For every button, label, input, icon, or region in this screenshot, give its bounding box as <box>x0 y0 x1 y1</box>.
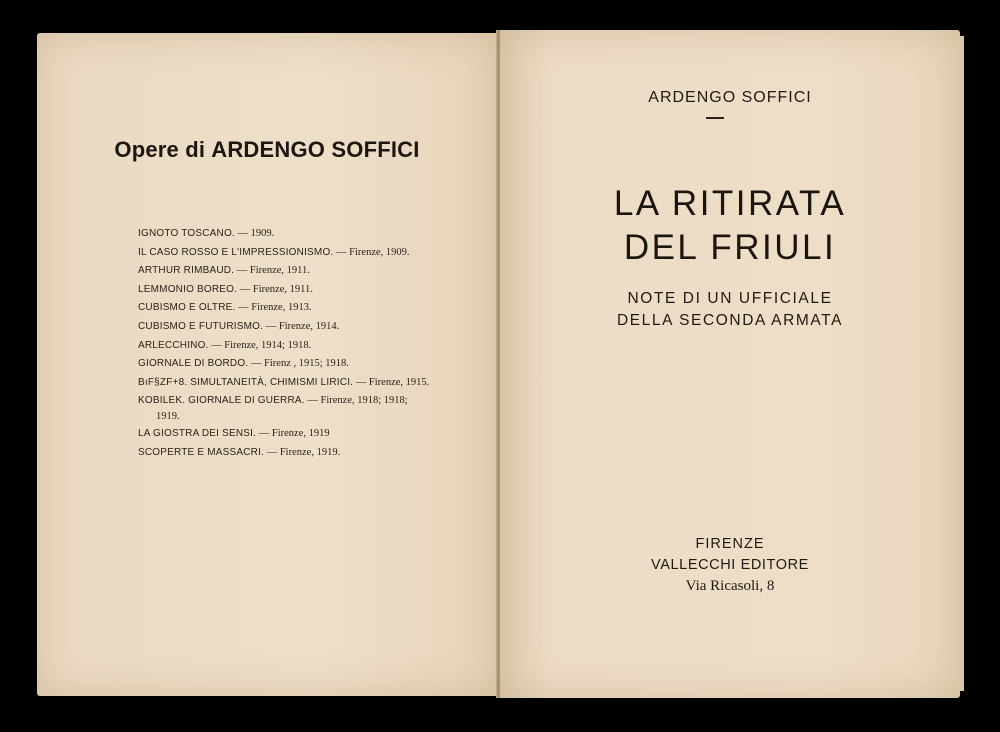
work-dates: — Firenze, 1911. <box>236 265 310 277</box>
list-item <box>138 281 478 300</box>
work-dates: — Firenze, 1909. <box>336 246 410 258</box>
work-title: GIORNALE DI BORDO. <box>138 358 249 370</box>
publisher-address: Via Ricasoli, 8 <box>685 578 775 594</box>
works-heading-prefix: Opere di <box>114 137 206 162</box>
list-item <box>138 225 478 244</box>
work-dates: — Firenze, 1915. <box>355 376 430 388</box>
work-title: LEMMONIO BOREO. <box>138 283 238 295</box>
work-dates: — 1909. <box>237 228 275 239</box>
work-title: IL CASO ROSSO E L'IMPRESSIONISMO. <box>138 246 334 258</box>
work-title: SCOPERTE E MASSACRI. <box>138 446 265 458</box>
list-item <box>138 374 478 393</box>
list-item <box>138 244 478 263</box>
work-dates: — Firenze, 1919. <box>266 446 341 458</box>
works-list <box>138 225 478 462</box>
author-name: ARDENGO SOFFICI <box>648 89 812 106</box>
left-page <box>37 33 497 696</box>
list-item <box>138 425 478 444</box>
work-dates: — Firenze, 1913. <box>238 302 312 314</box>
work-title: ARTHUR RIMBAUD. <box>138 265 235 277</box>
work-title: IGNOTO TOSCANO. <box>138 228 235 239</box>
list-item <box>138 444 478 463</box>
work-title: BıF§ZF+8. SIMULTANEITÀ, CHIMISMI LIRICI. <box>138 376 354 388</box>
work-title: LA GIOSTRA DEI SENSI. <box>138 427 257 439</box>
work-dates-continuation: 1919. <box>156 410 180 422</box>
list-item <box>138 392 478 425</box>
publisher-city: FIRENZE <box>695 536 765 552</box>
book-title-line-1: LA RITIRATA <box>613 184 847 223</box>
works-heading <box>37 137 497 163</box>
divider <box>706 117 724 119</box>
subtitle-line-2: DELLA SECONDA ARMATA <box>616 312 844 329</box>
list-item <box>138 318 478 337</box>
list-item <box>138 337 478 356</box>
list-item <box>138 355 478 374</box>
work-dates: — Firenze, 1914. <box>265 320 340 332</box>
work-dates: — Firenze, 1914; 1918. <box>211 339 312 351</box>
book-title <box>500 182 960 270</box>
list-item <box>138 262 478 281</box>
book-subtitle <box>500 288 960 332</box>
work-dates: — Firenze, 1919 <box>258 427 330 439</box>
subtitle-line-1: NOTE DI UN UFFICIALE <box>627 290 833 307</box>
work-title: CUBISMO E FUTURISMO. <box>138 320 264 332</box>
works-heading-author: ARDENGO SOFFICI <box>211 137 420 162</box>
publisher-block <box>500 534 960 597</box>
publisher-name: VALLECCHI EDITORE <box>651 557 809 573</box>
work-title: CUBISMO E OLTRE. <box>138 302 236 314</box>
book-title-line-2: DEL FRIULI <box>623 228 837 267</box>
work-title: KOBILEK. GIORNALE DI GUERRA. <box>138 395 305 407</box>
work-dates: — Firenz , 1915; 1918. <box>250 358 349 370</box>
work-dates: — Firenze, 1918; 1918; <box>307 395 408 407</box>
list-item <box>138 299 478 318</box>
work-dates: — Firenze, 1911. <box>239 283 313 295</box>
work-title: ARLECCHINO. <box>138 339 209 351</box>
title-page <box>500 30 960 698</box>
